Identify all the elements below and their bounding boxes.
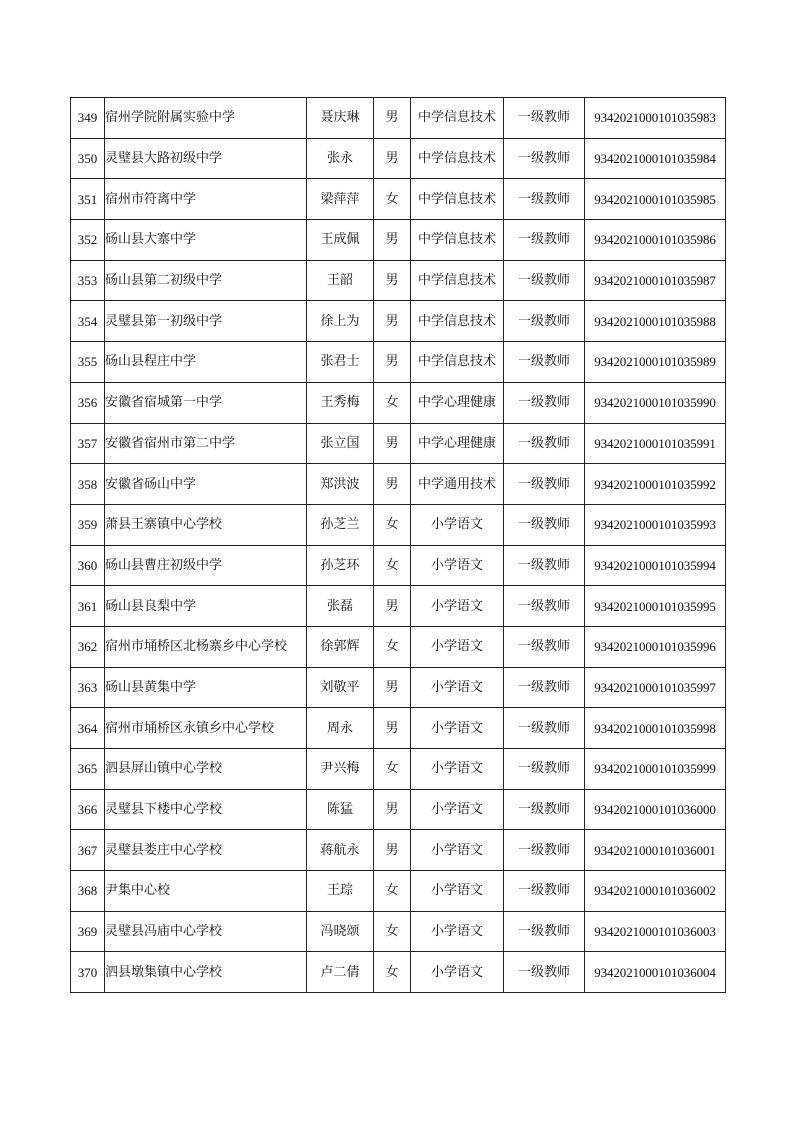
teacher-name: 张永 [307,138,374,179]
gender: 女 [374,382,411,423]
subject: 小学语文 [411,586,504,627]
gender: 女 [374,179,411,220]
teacher-name: 孙芝环 [307,545,374,586]
certificate-number: 9342021000101036001 [585,830,726,871]
certificate-number: 9342021000101036000 [585,789,726,830]
subject: 中学信息技术 [411,138,504,179]
gender: 女 [374,504,411,545]
teacher-roster-table [70,97,726,993]
table-row [71,789,726,830]
subject: 小学语文 [411,952,504,993]
professional-title: 一级教师 [504,871,585,912]
teacher-name: 王琮 [307,871,374,912]
table-row [71,342,726,383]
teacher-name: 蒋航永 [307,830,374,871]
certificate-number: 9342021000101035997 [585,667,726,708]
teacher-name: 聂庆琳 [307,98,374,139]
subject: 中学信息技术 [411,260,504,301]
gender: 女 [374,749,411,790]
row-number: 354 [71,301,105,342]
professional-title: 一级教师 [504,952,585,993]
school-name: 灵璧县娄庄中心学校 [105,830,307,871]
professional-title: 一级教师 [504,708,585,749]
gender: 男 [374,423,411,464]
school-name: 灵璧县第一初级中学 [105,301,307,342]
school-name: 灵璧县冯庙中心学校 [105,911,307,952]
table-row [71,871,726,912]
row-number: 367 [71,830,105,871]
gender: 男 [374,260,411,301]
professional-title: 一级教师 [504,423,585,464]
table-row [71,545,726,586]
subject: 中学信息技术 [411,98,504,139]
professional-title: 一级教师 [504,504,585,545]
table-row [71,504,726,545]
teacher-name: 张立国 [307,423,374,464]
subject: 小学语文 [411,626,504,667]
gender: 男 [374,464,411,505]
table-row [71,911,726,952]
school-name: 泗县屏山镇中心学校 [105,749,307,790]
table-row [71,260,726,301]
teacher-name: 卢二倩 [307,952,374,993]
gender: 男 [374,98,411,139]
certificate-number: 9342021000101035986 [585,220,726,261]
teacher-name: 梁萍萍 [307,179,374,220]
school-name: 砀山县曹庄初级中学 [105,545,307,586]
table-row [71,464,726,505]
teacher-name: 王秀梅 [307,382,374,423]
table-row [71,626,726,667]
school-name: 砀山县黄集中学 [105,667,307,708]
subject: 中学信息技术 [411,342,504,383]
teacher-name: 徐上为 [307,301,374,342]
professional-title: 一级教师 [504,586,585,627]
gender: 女 [374,626,411,667]
teacher-name: 尹兴梅 [307,749,374,790]
school-name: 砀山县第二初级中学 [105,260,307,301]
school-name: 萧县王寨镇中心学校 [105,504,307,545]
school-name: 宿州市符离中学 [105,179,307,220]
row-number: 368 [71,871,105,912]
gender: 女 [374,545,411,586]
row-number: 366 [71,789,105,830]
gender: 女 [374,871,411,912]
row-number: 359 [71,504,105,545]
certificate-number: 9342021000101035998 [585,708,726,749]
professional-title: 一级教师 [504,545,585,586]
row-number: 363 [71,667,105,708]
row-number: 365 [71,749,105,790]
school-name: 砀山县大寨中学 [105,220,307,261]
row-number: 352 [71,220,105,261]
row-number: 356 [71,382,105,423]
professional-title: 一级教师 [504,98,585,139]
certificate-number: 9342021000101036002 [585,871,726,912]
subject: 小学语文 [411,871,504,912]
subject: 中学信息技术 [411,179,504,220]
professional-title: 一级教师 [504,749,585,790]
teacher-name: 张君士 [307,342,374,383]
school-name: 宿州学院附属实验中学 [105,98,307,139]
professional-title: 一级教师 [504,179,585,220]
certificate-number: 9342021000101035995 [585,586,726,627]
row-number: 364 [71,708,105,749]
row-number: 361 [71,586,105,627]
certificate-number: 9342021000101035989 [585,342,726,383]
gender: 男 [374,138,411,179]
school-name: 安徽省宿城第一中学 [105,382,307,423]
certificate-number: 9342021000101035992 [585,464,726,505]
subject: 小学语文 [411,545,504,586]
professional-title: 一级教师 [504,789,585,830]
subject: 小学语文 [411,911,504,952]
gender: 男 [374,220,411,261]
subject: 中学心理健康 [411,382,504,423]
teacher-name: 郑洪波 [307,464,374,505]
certificate-number: 9342021000101036004 [585,952,726,993]
certificate-number: 9342021000101035983 [585,98,726,139]
subject: 小学语文 [411,749,504,790]
gender: 男 [374,830,411,871]
subject: 小学语文 [411,708,504,749]
gender: 男 [374,586,411,627]
subject: 小学语文 [411,830,504,871]
row-number: 362 [71,626,105,667]
professional-title: 一级教师 [504,830,585,871]
subject: 中学信息技术 [411,301,504,342]
professional-title: 一级教师 [504,220,585,261]
certificate-number: 9342021000101035990 [585,382,726,423]
professional-title: 一级教师 [504,382,585,423]
teacher-name: 徐郭辉 [307,626,374,667]
professional-title: 一级教师 [504,138,585,179]
school-name: 宿州市埇桥区永镇乡中心学校 [105,708,307,749]
row-number: 358 [71,464,105,505]
school-name: 安徽省砀山中学 [105,464,307,505]
subject: 中学信息技术 [411,220,504,261]
school-name: 砀山县程庄中学 [105,342,307,383]
school-name: 灵璧县大路初级中学 [105,138,307,179]
gender: 男 [374,708,411,749]
professional-title: 一级教师 [504,626,585,667]
certificate-number: 9342021000101035991 [585,423,726,464]
table-row [71,749,726,790]
table-row [71,952,726,993]
professional-title: 一级教师 [504,911,585,952]
school-name: 宿州市埇桥区北杨寨乡中心学校 [105,626,307,667]
teacher-name: 陈猛 [307,789,374,830]
gender: 男 [374,789,411,830]
teacher-name: 周永 [307,708,374,749]
teacher-name: 张磊 [307,586,374,627]
school-name: 砀山县良梨中学 [105,586,307,627]
teacher-name: 王韶 [307,260,374,301]
certificate-number: 9342021000101035984 [585,138,726,179]
subject: 小学语文 [411,789,504,830]
row-number: 369 [71,911,105,952]
gender: 男 [374,301,411,342]
row-number: 351 [71,179,105,220]
certificate-number: 9342021000101035996 [585,626,726,667]
subject: 中学心理健康 [411,423,504,464]
certificate-number: 9342021000101035988 [585,301,726,342]
certificate-number: 9342021000101035987 [585,260,726,301]
row-number: 350 [71,138,105,179]
teacher-name: 冯晓颂 [307,911,374,952]
subject: 小学语文 [411,504,504,545]
table-row [71,830,726,871]
gender: 男 [374,342,411,383]
row-number: 357 [71,423,105,464]
row-number: 370 [71,952,105,993]
row-number: 355 [71,342,105,383]
table-row [71,382,726,423]
school-name: 尹集中心校 [105,871,307,912]
certificate-number: 9342021000101035993 [585,504,726,545]
subject: 中学通用技术 [411,464,504,505]
table-row [71,98,726,139]
certificate-number: 9342021000101035999 [585,749,726,790]
school-name: 泗县墩集镇中心学校 [105,952,307,993]
gender: 女 [374,952,411,993]
subject: 小学语文 [411,667,504,708]
gender: 男 [374,667,411,708]
school-name: 安徽省宿州市第二中学 [105,423,307,464]
professional-title: 一级教师 [504,342,585,383]
certificate-number: 9342021000101035985 [585,179,726,220]
professional-title: 一级教师 [504,667,585,708]
table-row [71,667,726,708]
gender: 女 [374,911,411,952]
table-row [71,138,726,179]
table-row [71,586,726,627]
certificate-number: 9342021000101035994 [585,545,726,586]
row-number: 360 [71,545,105,586]
roster-body [71,98,726,993]
school-name: 灵璧县下楼中心学校 [105,789,307,830]
professional-title: 一级教师 [504,260,585,301]
teacher-name: 王成佩 [307,220,374,261]
certificate-number: 9342021000101036003 [585,911,726,952]
table-row [71,220,726,261]
teacher-name: 孙芝兰 [307,504,374,545]
row-number: 353 [71,260,105,301]
table-row [71,708,726,749]
professional-title: 一级教师 [504,464,585,505]
professional-title: 一级教师 [504,301,585,342]
teacher-name: 刘敬平 [307,667,374,708]
row-number: 349 [71,98,105,139]
table-row [71,423,726,464]
table-row [71,301,726,342]
table-row [71,179,726,220]
